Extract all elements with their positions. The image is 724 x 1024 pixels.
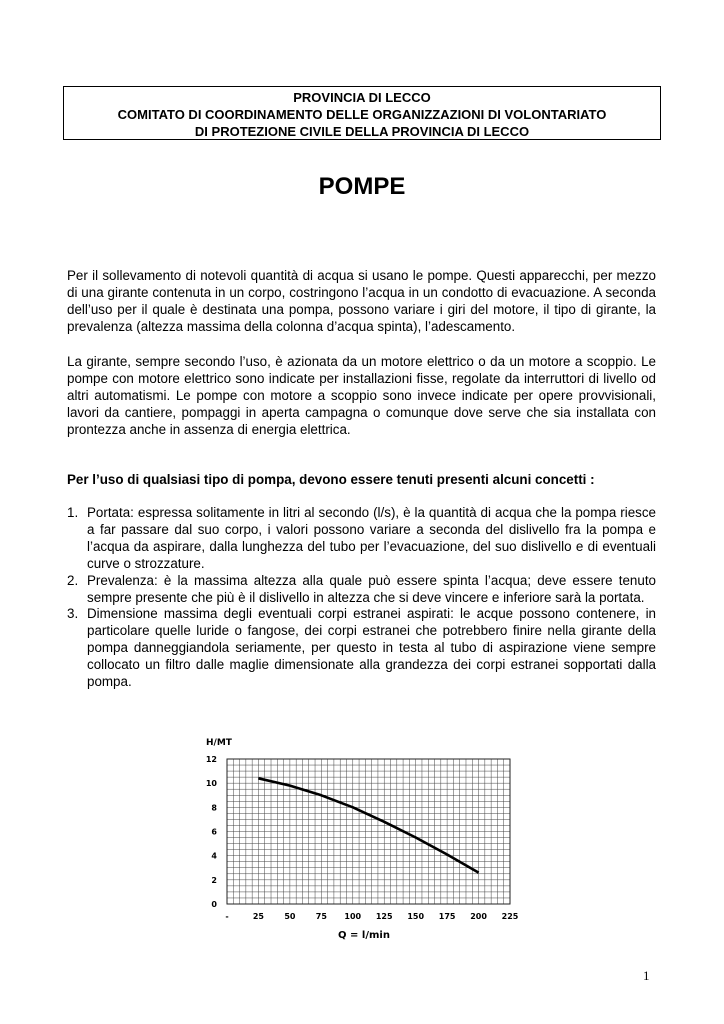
list-item [67, 606, 656, 691]
x-axis-label: Q = l/min [338, 930, 390, 941]
header-line-3: DI PROTEZIONE CIVILE DELLA PROVINCIA DI LECCO [194, 124, 530, 139]
concepts-list [67, 505, 656, 691]
list-item-number: 1. [67, 505, 79, 520]
y-tick-label: 0 [211, 900, 217, 909]
y-tick-label: 12 [205, 755, 217, 764]
y-axis-label: H/MT [206, 738, 232, 748]
header-line-2: COMITATO DI COORDINAMENTO DELLE ORGANIZZAZIONI DI VOLONTARIATO [117, 107, 607, 122]
pump-curve-chart [192, 734, 528, 946]
y-tick-label: 10 [205, 779, 217, 789]
y-tick-label: 6 [211, 827, 217, 837]
y-tick-label: 2 [211, 875, 217, 885]
page-number: 1 [643, 968, 650, 983]
list-item-text: Portata: espressa solitamente in litri al secondo (l/s), è la quantità di acqua che la pompa riesce a far passare dal suo corpo, i valori possono variare a seconda del dislivello fra la pompa e l’acqua da aspirare, dalla lunghezza del tubo per l’evacuazione, del suo dislivello e di eventuali curve o strozzature. [87, 505, 656, 571]
x-tick-label: - [225, 912, 229, 921]
y-tick-label: 8 [211, 803, 217, 813]
header-line-1: PROVINCIA DI LECCO [293, 90, 431, 105]
y-tick-label: 4 [211, 851, 217, 861]
document-title: POMPE [318, 173, 406, 200]
x-tick-label: 225 [501, 912, 519, 921]
list-item-number: 2. [67, 572, 79, 588]
list-item [67, 505, 656, 573]
header-box [63, 86, 661, 140]
x-tick-label: 100 [344, 912, 362, 921]
list-item-text: Prevalenza: è la massima altezza alla quale può essere spinta l’acqua; deve essere tenuto sempre presente che più è il dislivello in altezza che si deve vincere e inferiore sarà la portata. [87, 572, 656, 605]
paragraph-intro: Per il sollevamento di notevoli quantità di acqua si usano le pompe. Questi apparecchi, per mezzo di una girante contenuta in un corpo, costringono l’acqua in un condotto di evacuazione. A seconda dell’uso per il quale è destinata una pompa, possono variare i giri del motore, il tipo di girante, la prevalenza (altezza massima della colonna d’acqua spinta), l’adescamento. [67, 268, 656, 334]
list-item [67, 573, 656, 607]
x-tick-label: 200 [470, 912, 487, 921]
list-item-number: 3. [67, 606, 79, 622]
x-tick-label: 175 [438, 912, 456, 921]
paragraph-concetti: Per l’uso di qualsiasi tipo di pompa, devono essere tenuti presenti alcuni concetti : [67, 472, 595, 487]
x-tick-label: 125 [375, 912, 393, 921]
x-tick-label: 75 [315, 912, 327, 921]
x-tick-label: 50 [284, 912, 296, 921]
list-item-text: Dimensione massima degli eventuali corpi estranei aspirati: le acque possono contenere, in particolare quelle luride o fangose, dei corpi estranei che potrebbero finire nella girante della pompa danneggiandola seriamente, per questo in testa al tubo di aspirazione viene sempre collocato un filtro dalle maglie dimensionate alla grandezza dei corpi estranei sopportati dalla pompa. [87, 606, 656, 690]
paragraph-girante: La girante, sempre secondo l’uso, è azionata da un motore elettrico o da un motore a scoppio. Le pompe con motore elettrico sono indicate per installazioni fisse, regolate da interruttori di livello od altri automatismi. Le pompe con motore a scoppio sono invece indicate per opere provvisionali, lavori da cantiere, pompaggi in aperta campagna o comunque dove serve che sia installata con prontezza anche in assenza di energia elettrica. [67, 354, 656, 437]
chart-svg [192, 734, 528, 946]
x-tick-label: 150 [407, 912, 425, 921]
x-tick-label: 25 [252, 912, 265, 921]
